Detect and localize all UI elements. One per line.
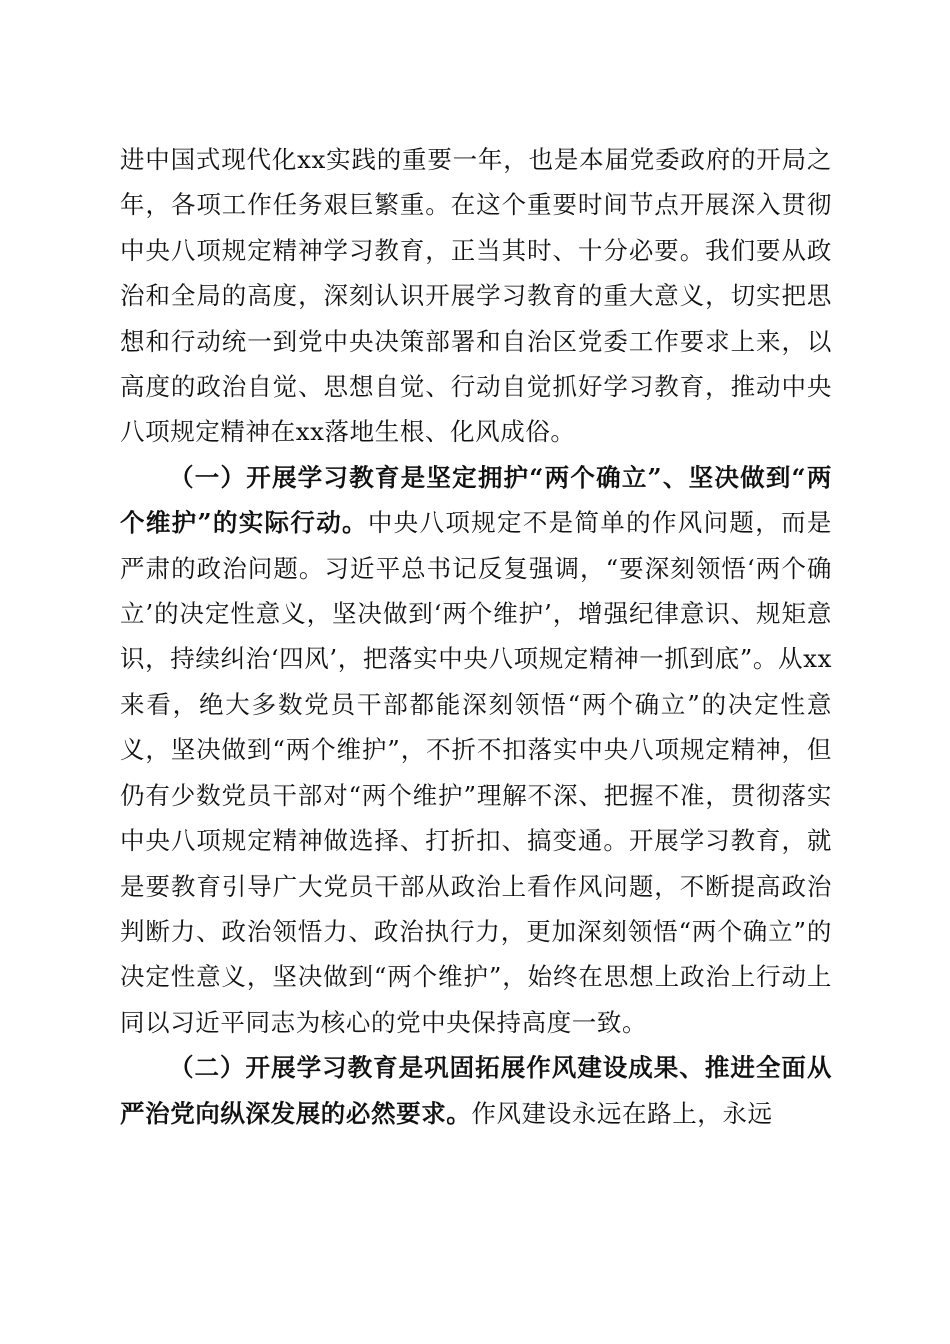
paragraph-section-1 — [120, 455, 832, 1045]
document-body — [120, 137, 832, 1136]
paragraph-section-2 — [120, 1045, 832, 1136]
section-2-heading: （二）开展学习教育是巩固拓展作风建设成果、推进全面从严治党向纵深发展的必然要求。 — [120, 1053, 832, 1128]
section-1-heading: （一）开展学习教育是坚定拥护“两个确立”、坚决做到“两个维护”的实际行动。 — [120, 462, 832, 538]
paragraph-continuation — [120, 137, 832, 455]
section-1-text: 中央八项规定不是简单的作风问题，而是严肃的政治问题。习近平总书记反复强调，“要深刻领悟‘两个确立’的决定性意义，坚决做到‘两个维护’，增强纪律意识、规矩意识，持续纠治‘四风’，把落实中央八项规定精神一抓到底”。从xx来看，绝大多数党员干部都能深刻领悟“两个确立”的决定性意义，坚决做到“两个维护”，不折不扣落实中央八项规定精神，但仍有少数党员干部对“两个维护”理解不深、把握不准，贯彻落实中央八项规定精神做选择、打折扣、搞变通。开展学习教育，就是要教育引导广大党员干部从政治上看作风问题，不断提高政治判断力、政治领悟力、政治执行力，更加深刻领悟“两个确立”的决定性意义，坚决做到“两个维护”，始终在思想上政治上行动上同以习近平同志为核心的党中央保持高度一致。 — [120, 508, 832, 1037]
section-2-text: 作风建设永远在路上，永远 — [471, 1098, 773, 1128]
paragraph-text: 进中国式现代化xx实践的重要一年，也是本届党委政府的开局之年，各项工作任务艰巨繁重。在这个重要时间节点开展深入贯彻中央八项规定精神学习教育，正当其时、十分必要。我们要从政治和全局的高度，深刻认识开展学习教育的重大意义，切实把思想和行动统一到党中央决策部署和自治区党委工作要求上来，以高度的政治自觉、思想自觉、行动自觉抓好学习教育，推动中央八项规定精神在xx落地生根、化风成俗。 — [120, 145, 832, 447]
